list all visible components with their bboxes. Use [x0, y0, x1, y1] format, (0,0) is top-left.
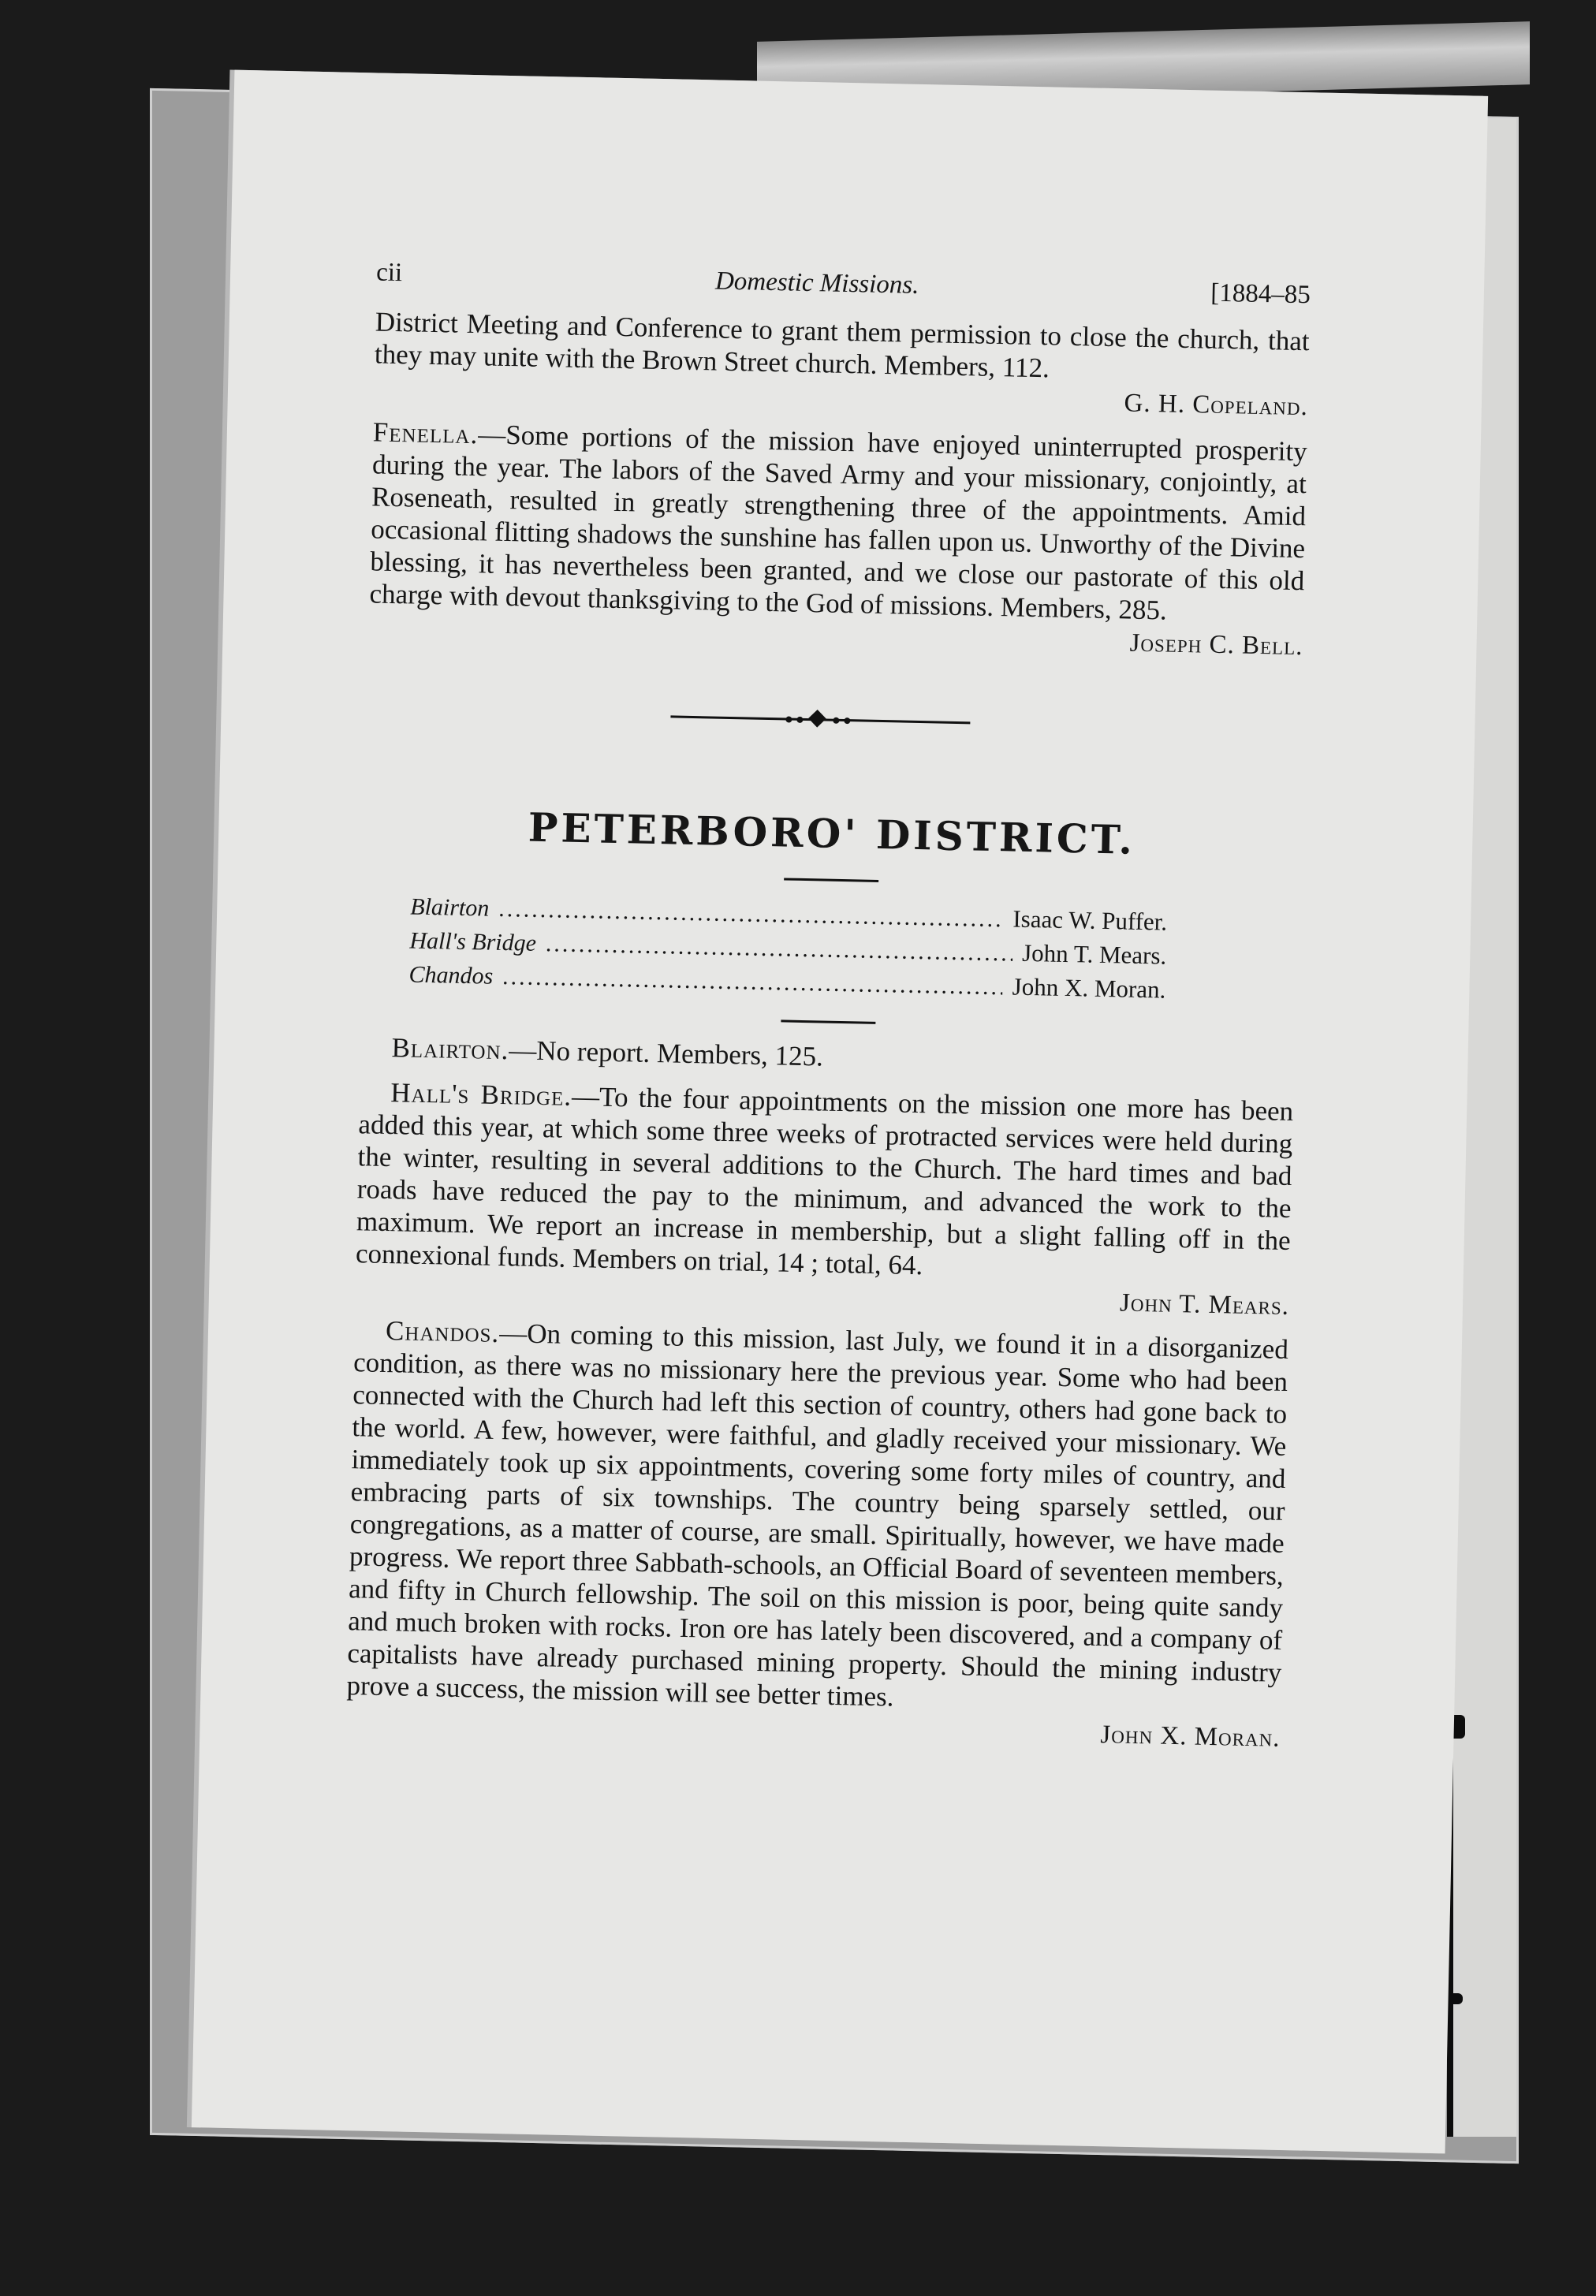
- blairton-report: [360, 1031, 1295, 1083]
- running-title: Domestic Missions.: [714, 266, 919, 300]
- year-range: [1884–85: [1210, 278, 1311, 310]
- report-heading: Hall's Bridge.: [390, 1077, 572, 1112]
- page-number: cii: [375, 258, 403, 288]
- appointment-place: Chandos: [408, 961, 494, 990]
- report-heading: Blairton.: [391, 1032, 509, 1066]
- divider-dot: [833, 718, 839, 724]
- report-heading: Chandos.: [385, 1315, 500, 1349]
- divider-diamond: [808, 710, 826, 728]
- appointments-list: [408, 890, 1167, 1008]
- appointment-preacher: John X. Moran.: [1012, 972, 1166, 1004]
- appointment-preacher: John T. Mears.: [1021, 938, 1167, 970]
- report-signature: G. H. Copeland.: [1124, 389, 1309, 422]
- report-text: —On coming to this mission, last July, we found it in a disorganized condition, as there was no missionary here the previous year. Some who had been connected with the Church had left this section of country, others had gone back to the world. A few, however, were faithful, and gladly received your missionary. We immediately took up six appointments, covering some forty miles of country, and embracing parts of six townships. The country being sparsely settled, our congregations, as a matter of course, are small. Spiritually, however, we have made progress. We report three Sabbath-schools, an Official Board of seventeen members, and fifty in Church fellowship. The soil on this mission is poor, being quite sandy and much broken with rocks. Iron ore has lately been discovered, and a company of capitalists have already purchased mining property. Should the mining industry prove a success, the mission will see better times.: [346, 1318, 1289, 1713]
- halls-bridge-report: [356, 1075, 1294, 1289]
- chandos-report: [346, 1314, 1288, 1721]
- continued-report-text: District Meeting and Conference to grant them permission to close the church, that they may unite with the Brown Street church. Members, 112.: [374, 306, 1311, 384]
- page-content: [345, 250, 1311, 1754]
- appointment-place: Hall's Bridge: [409, 927, 537, 956]
- divider-dot: [844, 718, 850, 724]
- book-page: [192, 70, 1488, 2154]
- fenella-report: [369, 416, 1307, 629]
- report-text: —To the four appointments on the mission one more has been added this year, at which some three weeks of protracted services were held during the winter, resulting in several additions to the Church. The hard times and bad roads have reduced the pay to the minimum, and advanced the work to the maximum. We report an increase in membership, but a slight falling off in the connexional funds. Members on trial, 14 ; total, 64.: [355, 1080, 1294, 1281]
- report-text: —Some portions of the mission have enjoyed uninterrupted prosperity during the year. The labors of the Saved Army and your missionary, conjointly, at Roseneath, resulted in greatly strengthening three of the appointments. Amid occasional flitting shadows the sunshine has fallen upon us. Unworthy of the Divine blessing, it has nevertheless been granted, and we close our pastorate of this old charge with devout thanksgiving to the God of missions. Members, 285.: [369, 419, 1308, 626]
- appointment-place: Blairton: [409, 893, 490, 922]
- report-heading: Fenella.: [372, 416, 479, 450]
- appointment-preacher: Isaac W. Puffer.: [1012, 904, 1168, 936]
- report-signature: John T. Mears.: [1119, 1288, 1290, 1321]
- divider-dot: [785, 716, 792, 722]
- report-signature: Joseph C. Bell.: [1129, 628, 1303, 662]
- short-rule: [781, 1019, 875, 1024]
- report-text: —No report. Members, 125.: [508, 1034, 824, 1072]
- ornamental-divider: [670, 704, 971, 734]
- short-rule: [784, 878, 878, 882]
- district-title: PETERBORO' DISTRICT.: [528, 803, 1136, 863]
- report-signature: John X. Moran.: [1100, 1720, 1281, 1753]
- divider-dot: [796, 717, 803, 723]
